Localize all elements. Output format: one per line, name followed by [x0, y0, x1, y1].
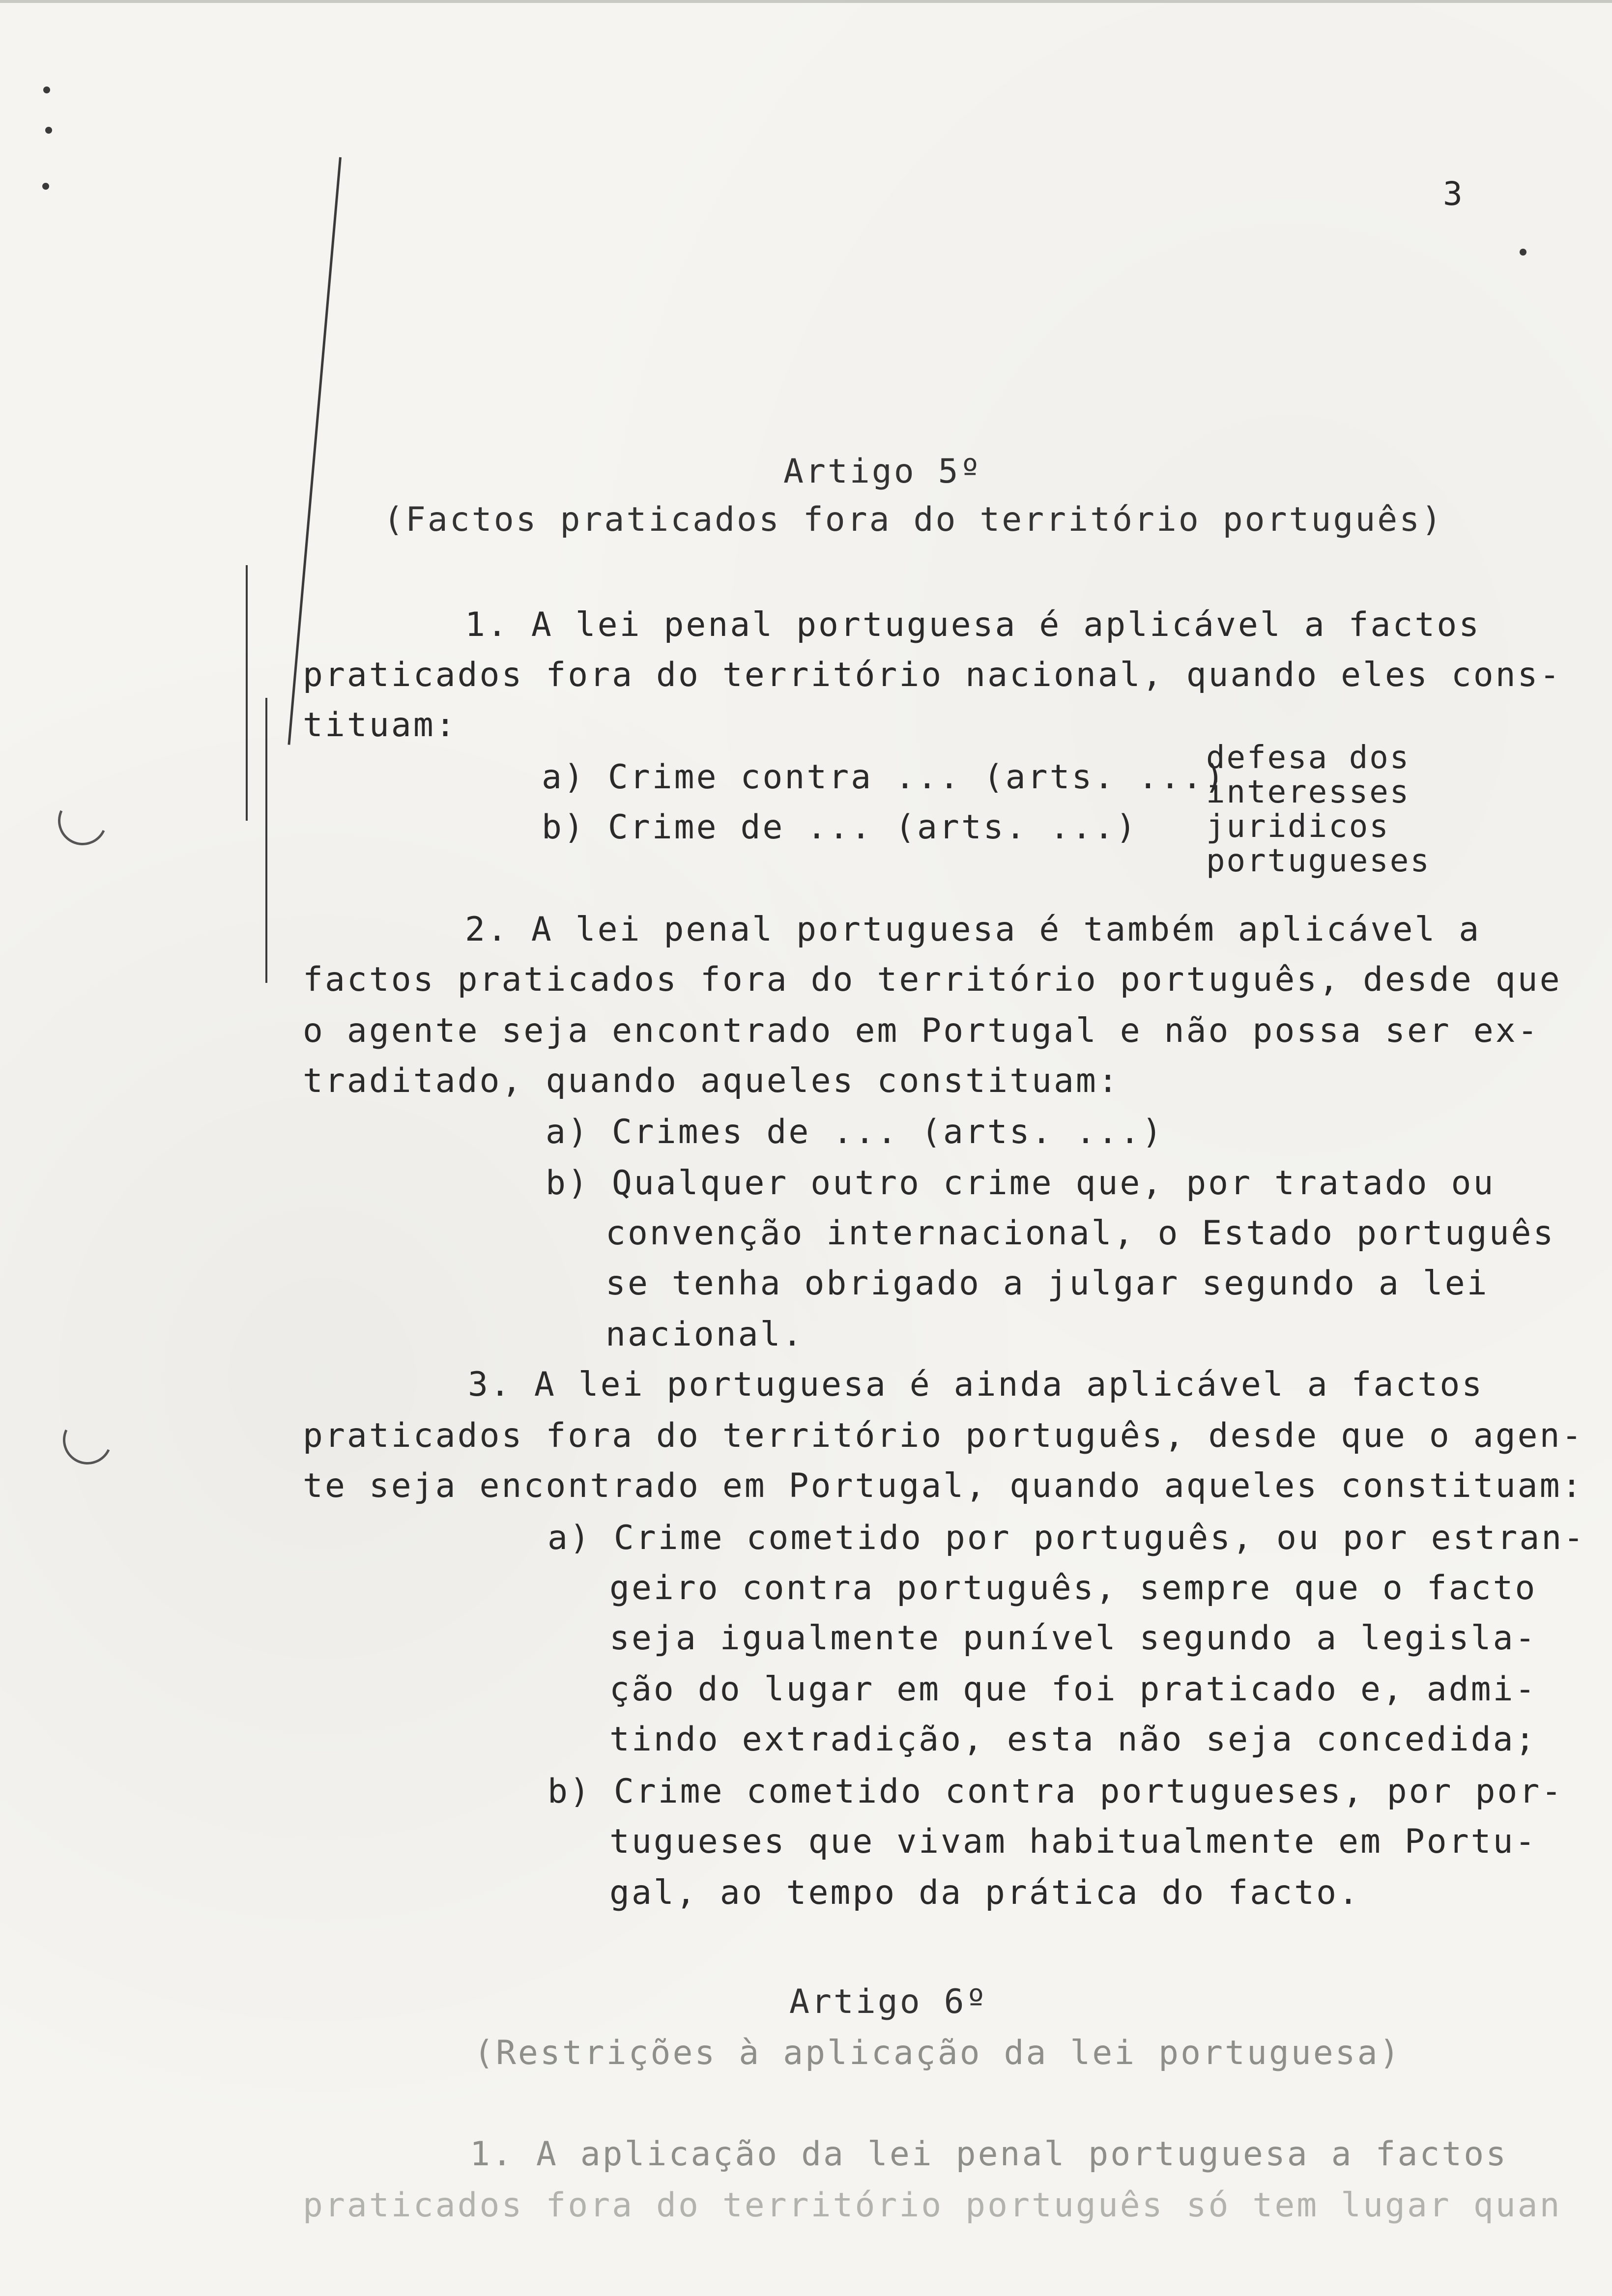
paragraph-line: te seja encontrado em Portugal, quando aqueles constituam: [303, 1466, 1584, 1505]
paragraph-line: praticados fora do território português só tem lugar quan [303, 2186, 1562, 2225]
list-item-continuation: nacional. [605, 1315, 805, 1354]
article-6-title: Artigo 6º [789, 1982, 988, 2021]
list-item-continuation: geiro contra português, sempre que o facto [609, 1569, 1537, 1607]
list-item-continuation: gal, ao tempo da prática do facto. [609, 1873, 1360, 1912]
list-item-continuation: tindo extradição, esta não seja concedida; [609, 1720, 1537, 1759]
list-item: b) Qualquer outro crime que, por tratado ou [546, 1164, 1496, 1203]
paragraph-line: o agente seja encontrado em Portugal e não possa ser ex- [303, 1011, 1540, 1050]
scan-artifact-arc [51, 789, 114, 852]
list-item-continuation: convenção internacional, o Estado português [605, 1214, 1555, 1253]
scan-speck [42, 183, 49, 190]
list-item-continuation: tugueses que vivam habitualmente em Portu- [609, 1822, 1537, 1861]
article-5-title: Artigo 5º [783, 452, 982, 491]
side-note-line: interesses [1206, 774, 1410, 810]
article-6-subtitle: (Restrições à aplicação da lei portuguesa) [474, 2034, 1402, 2072]
page-number: 3 [1443, 175, 1463, 213]
scan-artifact-line [246, 565, 248, 821]
scan-artifact-arc [56, 1408, 119, 1471]
side-note-line: defesa dos [1206, 740, 1410, 776]
list-item: a) Crime contra ... (arts. ...) [542, 758, 1227, 797]
article-5-subtitle: (Factos praticados fora do território português) [383, 500, 1444, 539]
paragraph-line: praticados fora do território nacional, quando eles cons- [303, 656, 1562, 694]
paragraph-line: praticados fora do território português, desde que o agen- [303, 1416, 1584, 1455]
list-item: b) Crime de ... (arts. ...) [542, 808, 1138, 847]
paragraph-line: 1. A aplicação da lei penal portuguesa a factos [470, 2135, 1508, 2174]
scan-speck [43, 86, 50, 93]
paragraph-line: traditado, quando aqueles constituam: [303, 1062, 1120, 1100]
side-note-line: juridicos [1206, 808, 1390, 845]
list-item: b) Crime cometido contra portugueses, por por- [547, 1772, 1564, 1811]
paragraph-line: 2. A lei penal portuguesa é também aplicável a [465, 910, 1481, 949]
scan-speck [45, 127, 52, 134]
scan-artifact-line [265, 698, 267, 983]
scan-speck [1520, 249, 1526, 256]
list-item-continuation: se tenha obrigado a julgar segundo a lei [605, 1264, 1489, 1303]
list-item-continuation: seja igualmente punível segundo a legisla- [609, 1619, 1537, 1658]
paragraph-line: tituam: [303, 706, 458, 745]
scan-top-edge [0, 0, 1612, 3]
paragraph-line: 1. A lei penal portuguesa é aplicável a factos [465, 605, 1481, 644]
list-item: a) Crimes de ... (arts. ...) [546, 1113, 1164, 1151]
list-item: a) Crime cometido por português, ou por estran- [547, 1519, 1586, 1557]
side-note-line: portugueses [1206, 843, 1431, 879]
paragraph-line: 3. A lei portuguesa é ainda aplicável a factos [468, 1365, 1484, 1404]
paragraph-line: factos praticados fora do território português, desde que [303, 960, 1562, 999]
list-item-continuation: ção do lugar em que foi praticado e, admi- [609, 1670, 1537, 1709]
